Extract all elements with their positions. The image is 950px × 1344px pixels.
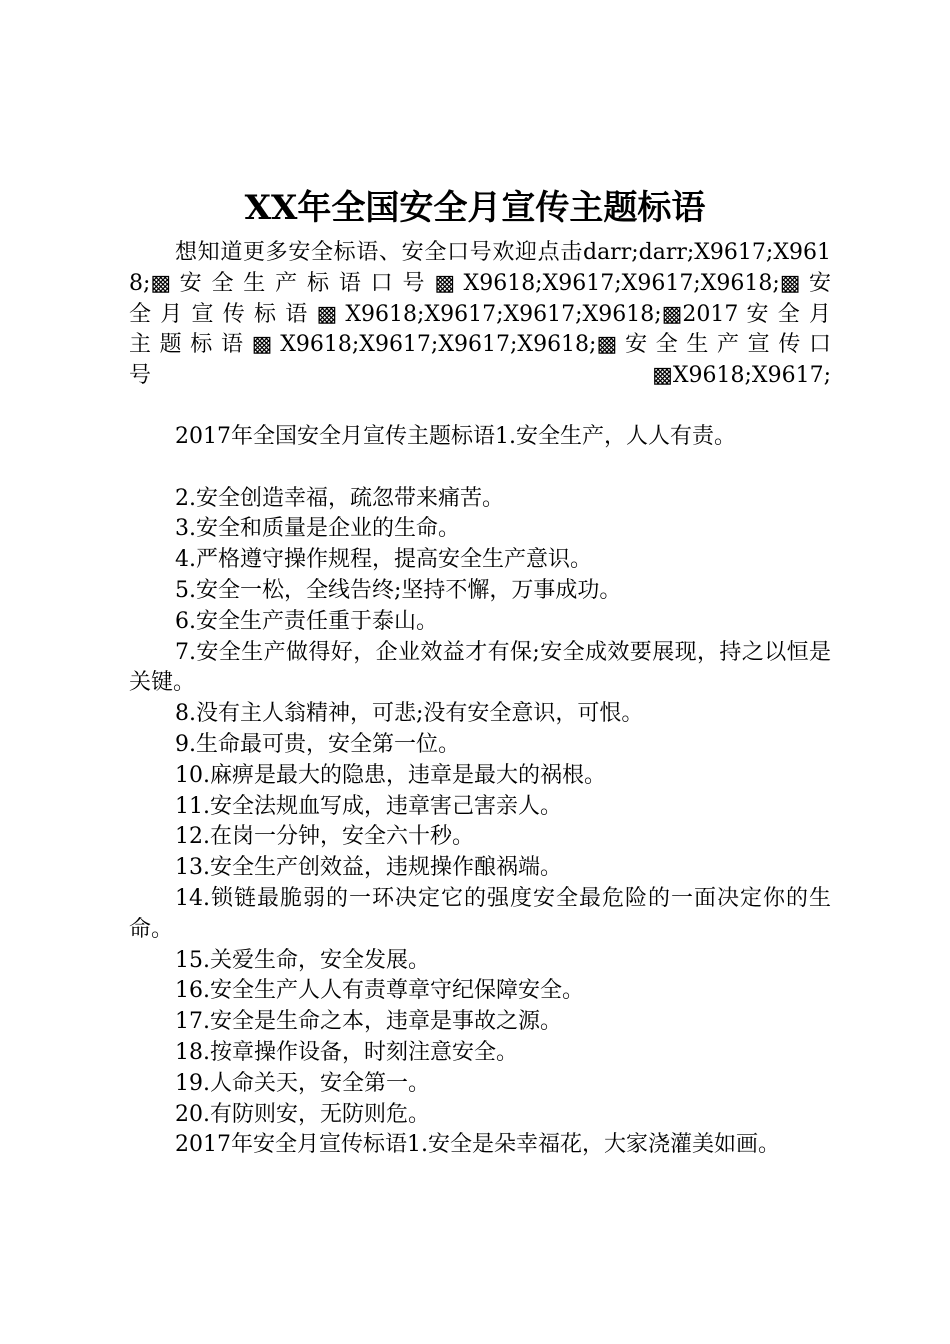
list-item: 15.关爱生命，安全发展。: [175, 947, 430, 973]
intro-text: 想知道更多安全标语、安全口号欢迎点击darr;darr;X9617;X9618;▩ 安 全 生 产 标 语 口 号 ▩ X9618;X9617;X9617;X9618;▩ 安 全 月 宣 传 标 语 ▩ X9618;X9617;X9617;X9618;▩2017 安 全 月 主 题 标 语 ▩ X9618;X9617;X9617;X9618;▩ 安 全 生 产 宣 传 口 号 ▩X9618;X9617;: [129, 240, 831, 389]
list-item: 12.在岗一分钟，安全六十秒。: [175, 824, 474, 850]
list-item: 3.安全和质量是企业的生命。: [175, 516, 460, 542]
slogan-list: [129, 484, 831, 1131]
blank-line: [129, 453, 831, 484]
list-item: 19.人命关天，安全第一。: [175, 1070, 430, 1096]
section1-heading: 2017年全国安全月宣传主题标语1.安全生产，人人有责。: [175, 424, 736, 449]
list-item: 10.麻痹是最大的隐患，违章是最大的祸根。: [175, 762, 606, 788]
list-item: 9.生命最可贵，安全第一位。: [175, 731, 460, 757]
section2-heading: 2017年安全月宣传标语1.安全是朵幸福花，大家浇灌美如画。: [175, 1132, 780, 1158]
list-item: 16.安全生产人人有责尊章守纪保障安全。: [175, 978, 584, 1004]
list-item: 13.安全生产创效益，违规操作酿祸端。: [175, 855, 562, 881]
list-item: 5.安全一松，全线告终;坚持不懈，万事成功。: [175, 577, 622, 603]
list-item: 17.安全是生命之本，违章是事故之源。: [175, 1009, 562, 1035]
list-item: 8.没有主人翁精神，可悲;没有安全意识，可恨。: [175, 701, 644, 727]
list-item: 4.严格遵守操作规程，提高安全生产意识。: [175, 547, 592, 573]
list-item: 2.安全创造幸福，疏忽带来痛苦。: [175, 485, 504, 511]
document-title: XX年全国安全月宣传主题标语: [244, 188, 706, 228]
document-body: [129, 422, 831, 1161]
list-item: 7.安全生产做得好，企业效益才有保;安全成效要展现，持之以恒是关键。: [129, 639, 831, 696]
list-item: 14.锁链最脆弱的一环决定它的强度安全最危险的一面决定你的生命。: [129, 885, 831, 942]
list-item: 18.按章操作设备，时刻注意安全。: [175, 1039, 518, 1065]
list-item: 6.安全生产责任重于泰山。: [175, 608, 438, 634]
list-item: 11.安全法规血写成，违章害己害亲人。: [175, 793, 562, 819]
list-item: 20.有防则安，无防则危。: [175, 1101, 430, 1127]
intro-paragraph: [129, 238, 831, 392]
